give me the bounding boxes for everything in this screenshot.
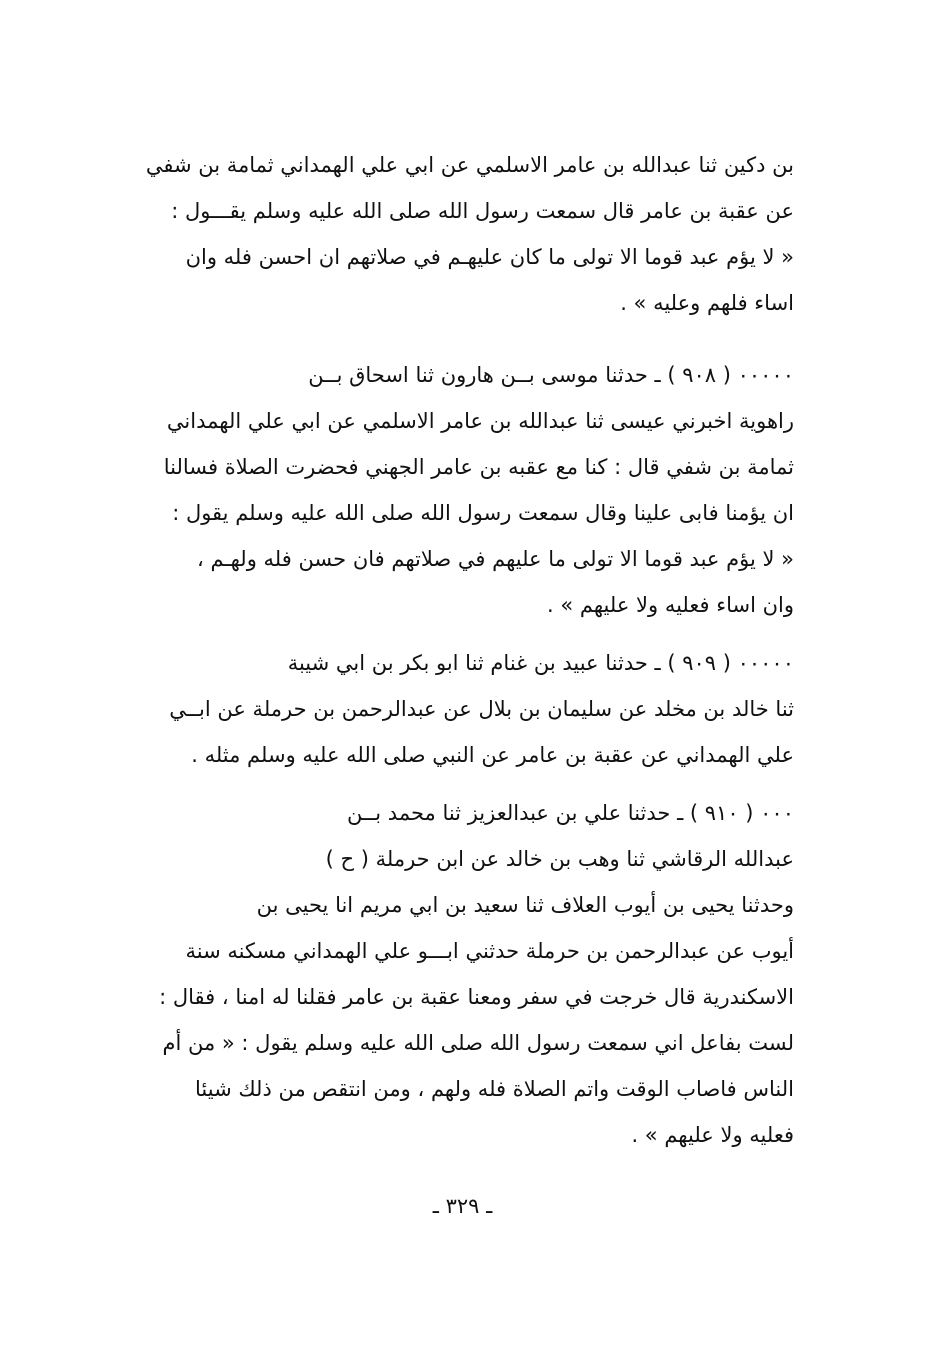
text-line: عبدالله الرقاشي ثنا وهب بن خالد عن ابن حرملة ( ح ) xyxy=(325,847,794,871)
text-line: ٠٠٠ ( ٩١٠ ) ـ حدثنا علي بن عبدالعزيز ثنا محمد بــن xyxy=(346,801,794,825)
hadith-909 xyxy=(78,640,794,778)
text-line: فعليه ولا عليهم » . xyxy=(631,1123,794,1147)
text-line: ثمامة بن شفي قال : كنا مع عقبه بن عامر الجهني فحضرت الصلاة فسالنا xyxy=(163,455,794,479)
text-line: « لا يؤم عبد قوما الا تولى ما عليهم في صلاتهم فان حسن فله ولهـم ، xyxy=(197,547,794,571)
text-line: بن دكين ثنا عبدالله بن عامر الاسلمي عن ابي علي الهمداني ثمامة بن شفي xyxy=(145,153,794,177)
hadith-908 xyxy=(78,352,794,628)
text-line: اساء فلهم وعليه » . xyxy=(620,291,794,315)
text-line: « لا يؤم عبد قوما الا تولى ما كان عليهـم في صلاتهم ان احسن فله وان xyxy=(185,245,794,269)
hadith-910-second-chain xyxy=(78,882,794,1158)
text-line: الناس فاصاب الوقت واتم الصلاة فله ولهم ، ومن انتقص من ذلك شيئا xyxy=(195,1077,794,1101)
text-line: ٠٠٠٠٠ ( ٩٠٨ ) ـ حدثنا موسى بــن هارون ثنا اسحاق بــن xyxy=(308,363,794,387)
text-line: أيوب عن عبدالرحمن بن حرملة حدثني ابـــو علي الهمداني مسكنه سنة xyxy=(185,939,794,963)
text-line: الاسكندرية قال خرجت في سفر ومعنا عقبة بن عامر فقلنا له امنا ، فقال : xyxy=(159,985,794,1009)
hadith-text-body xyxy=(78,142,794,1158)
text-line: ثنا خالد بن مخلد عن سليمان بن بلال عن عبدالرحمن بن حرملة عن ابــي xyxy=(169,697,794,721)
text-line: ٠٠٠٠٠ ( ٩٠٩ ) ـ حدثنا عبيد بن غنام ثنا ابو بكر بن ابي شيبة xyxy=(287,651,794,675)
paragraph-continuation xyxy=(78,142,794,326)
text-line: ان يؤمنا فابى علينا وقال سمعت رسول الله صلى الله عليه وسلم يقول : xyxy=(172,501,794,525)
text-line: عن عقبة بن عامر قال سمعت رسول الله صلى الله عليه وسلم يقـــول : xyxy=(171,199,794,223)
text-line: علي الهمداني عن عقبة بن عامر عن النبي صلى الله عليه وسلم مثله . xyxy=(191,743,794,767)
hadith-910 xyxy=(78,790,794,882)
text-line: وحدثنا يحيى بن أيوب العلاف ثنا سعيد بن ابي مريم انا يحيى بن xyxy=(256,893,794,917)
text-line: لست بفاعل اني سمعت رسول الله صلى الله عليه وسلم يقول : « من أم xyxy=(162,1031,794,1055)
page-number: ـ ٣٢٩ ـ xyxy=(432,1194,493,1218)
text-line: وان اساء فعليه ولا عليهم » . xyxy=(547,593,794,617)
text-line: راهوية اخبرني عيسى ثنا عبدالله بن عامر الاسلمي عن ابي علي الهمداني xyxy=(166,409,794,433)
